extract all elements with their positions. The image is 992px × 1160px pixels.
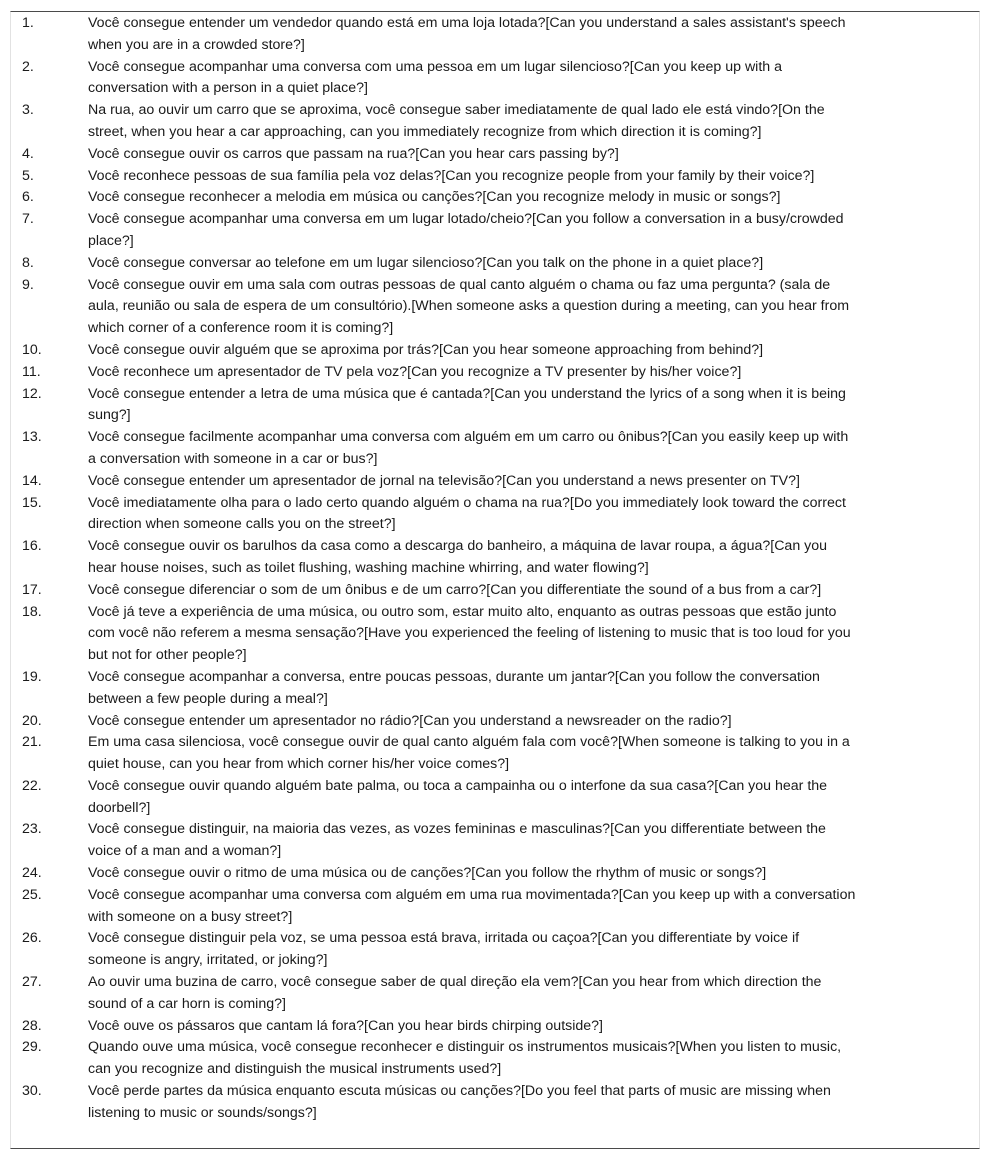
question-number: 4. xyxy=(22,145,34,162)
question-number: 1. xyxy=(22,15,34,31)
question-text: Você consegue ouvir alguém que se aproxima por trás?[Can you hear someone approaching from behind?] xyxy=(88,341,764,358)
question-text: Você perde partes da música enquanto escuta músicas ou canções?[Do you feel that parts of music are missing when listening to music or sounds/songs?] xyxy=(88,1083,831,1121)
table-row xyxy=(11,776,979,820)
question-text: Você consegue entender um apresentador no rádio?[Can you understand a newsreader on the radio?] xyxy=(88,712,732,729)
question-number: 8. xyxy=(22,254,34,271)
question-text: Você consegue reconhecer a melodia em música ou canções?[Can you recognize melody in music or songs?] xyxy=(88,189,781,206)
question-number: 11. xyxy=(22,363,41,380)
table-row xyxy=(11,536,979,580)
question-text: Você consegue ouvir quando alguém bate palma, ou toca a campainha ou o interfone da sua casa?[Can you hear the doorbell?] xyxy=(88,777,828,816)
question-text: Você consegue entender um vendedor quando está em uma loja lotada?[Can you understand a sales assistant's speech when you are in a crowded store?] xyxy=(88,15,846,53)
questionnaire-table xyxy=(10,11,980,1149)
table-row xyxy=(11,732,979,776)
question-number: 3. xyxy=(22,102,34,119)
question-text: Você consegue acompanhar uma conversa com alguém em uma rua movimentada?[Can you keep up with a conversation with someone on a busy street?] xyxy=(88,886,856,925)
question-number: 6. xyxy=(22,189,34,206)
question-text: Você reconhece um apresentador de TV pela voz?[Can you recognize a TV presenter by his/her voice?] xyxy=(88,363,742,380)
question-text: Você imediatamente olha para o lado certo quando alguém o chama na rua?[Do you immediately look toward the correct direction when someone calls you on the street?] xyxy=(88,494,846,533)
table-row xyxy=(11,602,979,667)
question-number: 27. xyxy=(22,974,42,991)
question-number: 7. xyxy=(22,211,34,228)
table-row xyxy=(11,863,979,885)
question-text: Você consegue diferenciar o som de um ônibus e de um carro?[Can you differentiate the sound of a bus from a car?] xyxy=(88,581,822,598)
table-row xyxy=(11,187,979,209)
question-number: 19. xyxy=(22,668,42,685)
question-text: Você consegue ouvir em uma sala com outras pessoas de qual canto alguém o chama ou faz uma pergunta? (sala de aula, reunião ou sala de espera de um consultório).[When someone asks a question during a meeting, can you hear from which corner of a conference room it is coming?] xyxy=(88,276,850,337)
table-row xyxy=(11,253,979,275)
question-number: 18. xyxy=(22,603,42,620)
question-number: 26. xyxy=(22,930,42,947)
table-row xyxy=(11,885,979,929)
question-number: 24. xyxy=(22,865,42,882)
question-text: Você consegue entender um apresentador de jornal na televisão?[Can you understand a news presenter on TV?] xyxy=(88,472,800,489)
questionnaire-rows xyxy=(11,13,979,1125)
table-row xyxy=(11,819,979,863)
question-number: 25. xyxy=(22,886,42,903)
table-row xyxy=(11,1081,979,1125)
question-number: 29. xyxy=(22,1039,42,1056)
question-text: Ao ouvir uma buzina de carro, você consegue saber de qual direção ela vem?[Can you hear from which direction the sound of a car horn is coming?] xyxy=(88,974,822,1012)
question-number: 14. xyxy=(22,472,42,489)
question-number: 28. xyxy=(22,1017,42,1034)
question-number: 21. xyxy=(22,734,42,751)
question-text: Você consegue ouvir o ritmo de uma música ou de canções?[Can you follow the rhythm of music or songs?] xyxy=(88,865,767,882)
question-number: 17. xyxy=(22,581,42,598)
question-text: Quando ouve uma música, você consegue reconhecer e distinguir os instrumentos musicais?[When you listen to music, can you recognize and distinguish the musical instruments used?] xyxy=(88,1039,842,1078)
question-text: Você ouve os pássaros que cantam lá fora?[Can you hear birds chirping outside?] xyxy=(88,1017,604,1034)
table-row xyxy=(11,972,979,1016)
table-row xyxy=(11,144,979,166)
table-row xyxy=(11,340,979,362)
table-row xyxy=(11,275,979,340)
question-text: Você consegue facilmente acompanhar uma conversa com alguém em um carro ou ônibus?[Can you easily keep up with a conversation with someone in a car or bus?] xyxy=(88,429,849,467)
table-row xyxy=(11,100,979,144)
question-number: 30. xyxy=(22,1083,42,1100)
question-text: Na rua, ao ouvir um carro que se aproxima, você consegue saber imediatamente de qual lado ele está vindo?[On the street, when you hear a car approaching, can you immediately recognize from which direction it is coming?] xyxy=(88,102,825,140)
question-text: Você consegue acompanhar a conversa, entre poucas pessoas, durante um jantar?[Can you follow the conversation between a few people during a meal?] xyxy=(88,668,820,707)
table-row xyxy=(11,493,979,537)
question-number: 13. xyxy=(22,429,42,446)
question-text: Você consegue ouvir os barulhos da casa como a descarga do banheiro, a máquina de lavar roupa, a água?[Can you hear house noises, such as toilet flushing, washing machine whirring, and water flowing?] xyxy=(88,538,828,576)
question-text: Você consegue acompanhar uma conversa com uma pessoa em um lugar silencioso?[Can you keep up with a conversation with a person in a quiet place?] xyxy=(88,58,783,97)
question-number: 16. xyxy=(22,538,42,555)
table-row xyxy=(11,667,979,711)
question-number: 15. xyxy=(22,494,42,511)
question-number: 9. xyxy=(22,276,34,293)
question-number: 20. xyxy=(22,712,42,729)
table-row xyxy=(11,1016,979,1038)
table-row xyxy=(11,57,979,101)
question-number: 2. xyxy=(22,58,34,75)
table-row xyxy=(11,1037,979,1081)
question-text: Você consegue distinguir, na maioria das vezes, as vozes femininas e masculinas?[Can you differentiate between the voice of a man and a woman?] xyxy=(88,821,826,860)
table-row xyxy=(11,166,979,188)
table-row xyxy=(11,209,979,253)
question-text: Você reconhece pessoas de sua família pela voz delas?[Can you recognize people from your family by their voice?] xyxy=(88,167,815,184)
question-text: Você consegue conversar ao telefone em um lugar silencioso?[Can you talk on the phone in a quiet place?] xyxy=(88,254,764,271)
question-text: Você consegue distinguir pela voz, se uma pessoa está brava, irritada ou caçoa?[Can you differentiate by voice if someone is angry, irritated, or joking?] xyxy=(88,930,800,969)
table-row xyxy=(11,580,979,602)
question-number: 5. xyxy=(22,167,34,184)
question-text: Você consegue entender a letra de uma música que é cantada?[Can you understand the lyrics of a song when it is being sung?] xyxy=(88,385,846,424)
table-row xyxy=(11,13,979,57)
question-number: 12. xyxy=(22,385,42,402)
question-text: Em uma casa silenciosa, você consegue ouvir de qual canto alguém fala com você?[When someone is talking to you in a quiet house, can you hear from which corner his/her voice comes?] xyxy=(88,734,850,773)
table-row xyxy=(11,384,979,428)
question-text: Você consegue acompanhar uma conversa em um lugar lotado/cheio?[Can you follow a conversation in a busy/crowded place?] xyxy=(88,211,844,249)
table-row xyxy=(11,427,979,471)
table-row xyxy=(11,711,979,733)
table-row xyxy=(11,471,979,493)
question-text: Você consegue ouvir os carros que passam na rua?[Can you hear cars passing by?] xyxy=(88,145,619,162)
question-text: Você já teve a experiência de uma música, ou outro som, estar muito alto, enquanto as outras pessoas que estão junto com você não referem a mesma sensação?[Have you experienced the feeling of listening to music that is too loud for you but not for other people?] xyxy=(88,603,851,664)
table-row xyxy=(11,362,979,384)
table-row xyxy=(11,928,979,972)
question-number: 22. xyxy=(22,777,42,794)
question-number: 23. xyxy=(22,821,42,838)
question-number: 10. xyxy=(22,341,42,358)
